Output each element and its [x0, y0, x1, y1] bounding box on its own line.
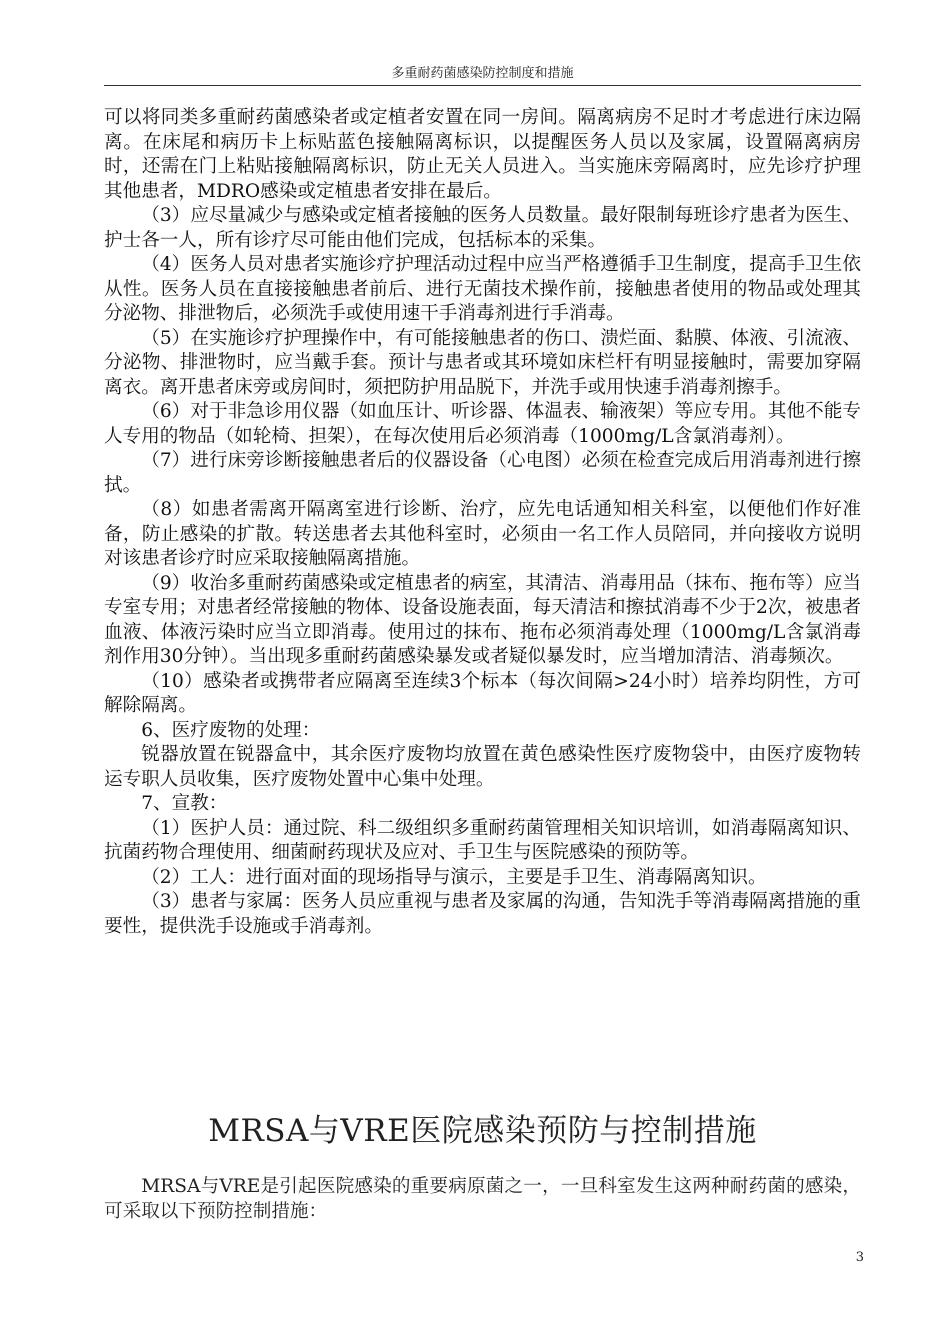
header-divider	[104, 85, 861, 86]
section-intro-paragraph: MRSA与VRE是引起医院感染的重要病原菌之一，一旦科室发生这两种耐药菌的感染，可采取以下预防控制措施：	[104, 1176, 861, 1222]
paragraph-item-5: （5）在实施诊疗护理操作中，有可能接触患者的伤口、溃烂面、黏膜、体液、引流液、分泌物、排泄物时，应当戴手套。预计与患者或其环境如床栏杆有明显接触时，需要加穿隔离衣。离开患者床旁或房间时，须把防护用品脱下，并洗手或用快速手消毒剂擦手。	[104, 327, 861, 398]
heading-medical-waste: 6、医疗废物的处理：	[141, 719, 321, 741]
paragraph-item-3: （3）应尽量减少与感染或定植者接触的医务人员数量。最好限制每班诊疗患者为医生、护士各一人，所有诊疗尽可能由他们完成，包括标本的采集。	[104, 205, 861, 251]
paragraph-medical-waste: 锐器放置在锐器盒中，其余医疗废物均放置在黄色感染性医疗废物袋中，由医疗废物转运专职人员收集，医疗废物处置中心集中处理。	[104, 744, 861, 790]
heading-education: 7、宣教：	[141, 793, 228, 814]
paragraph-item-8: （8）如患者需离开隔离室进行诊断、治疗，应先电话通知相关科室，以便他们作好准备，防止感染的扩散。转送患者去其他科室时，必须由一名工作人员陪同，并向接收方说明对该患者诊疗时应采取接触隔离措施。	[104, 499, 861, 569]
paragraph-item-9: （9）收治多重耐药菌感染或定植患者的病室，其清洁、消毒用品（抹布、拖布等）应当专室专用；对患者经常接触的物体、设备设施表面，每天清洁和擦拭消毒不少于2次，被患者血液、体液污染时应当立即消毒。使用过的抹布、拖布必须消毒处理（1000mg/L含氯消毒剂作用30分钟）。当出现多重耐药菌感染暴发或者疑似暴发时，应当增加清洁、消毒频次。	[104, 572, 861, 667]
section-title: MRSA与VRE医院感染预防与控制措施	[208, 1113, 757, 1149]
paragraph-item-6: （6）对于非急诊用仪器（如血压计、听诊器、体温表、输液架）等应专用。其他不能专人专用的物品（如轮椅、担架），在每次使用后必须消毒（1000mg/L含氯消毒剂）。	[104, 401, 861, 447]
section-intro	[104, 1175, 861, 1224]
paragraph-education-1: （1）医护人员：通过院、科二级组织多重耐药菌管理相关知识培训，如消毒隔离知识、抗菌药物合理使用、细菌耐药现状及应对、手卫生与医院感染的预防等。	[104, 817, 861, 863]
paragraph-item-4: （4）医务人员对患者实施诊疗护理活动过程中应当严格遵循手卫生制度，提高手卫生依从性。医务人员在直接接触患者前后、进行无菌技术操作前，接触患者使用的物品或处理其分泌物、排泄物后，必须洗手或使用速干手消毒剂进行手消毒。	[104, 254, 861, 324]
paragraph-education-3: （3）患者与家属：医务人员应重视与患者及家属的沟通，告知洗手等消毒隔离措施的重要性，提供洗手设施或手消毒剂。	[104, 891, 861, 937]
paragraph-isolation-room: 可以将同类多重耐药菌感染者或定植者安置在同一房间。隔离病房不足时才考虑进行床边隔离。在床尾和病历卡上标贴蓝色接触隔离标识，以提醒医务人员以及家属，设置隔离病房时，还需在门上粘贴接触隔离标识，防止无关人员进入。当实施床旁隔离时，应先诊疗护理其他患者，MDRO感染或定植患者安排在最后。	[104, 107, 861, 202]
page-number: 3	[855, 1250, 864, 1265]
running-header: 多重耐药菌感染防控制度和措施	[391, 66, 574, 81]
paragraph-item-10: （10）感染者或携带者应隔离至连续3个标本（每次间隔>24小时）培养均阴性，方可解除隔离。	[104, 670, 861, 716]
document-body	[104, 106, 861, 939]
paragraph-education-2: （2）工人：进行面对面的现场指导与演示，主要是手卫生、消毒隔离知识。	[141, 866, 767, 888]
paragraph-item-7: （7）进行床旁诊断接触患者后的仪器设备（心电图）必须在检查完成后用消毒剂进行擦拭。	[104, 450, 861, 496]
